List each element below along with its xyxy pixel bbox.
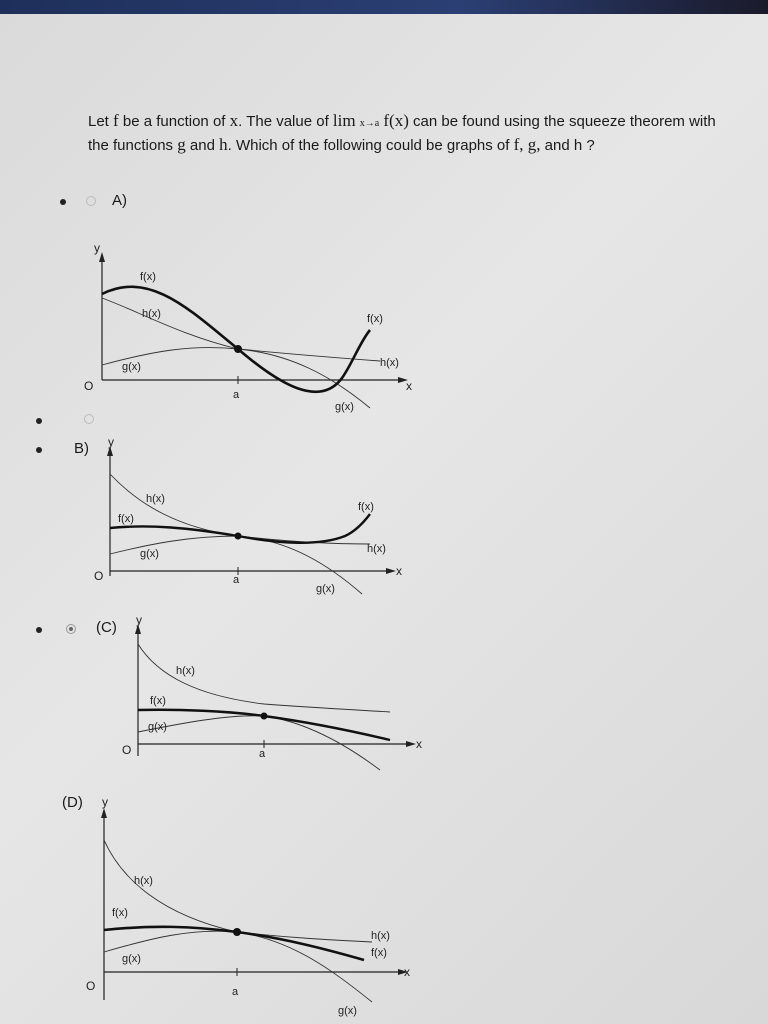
graph-a-g-label-1: g(x) <box>122 361 141 373</box>
graph-d-f-label-2: f(x) <box>371 947 387 959</box>
question-and-h: and h ? <box>544 137 595 154</box>
option-a-radio[interactable] <box>86 196 96 206</box>
question-text <box>88 110 728 156</box>
option-a-label[interactable]: A) <box>112 192 127 209</box>
option-a-bullet <box>60 199 66 205</box>
graph-b-point <box>235 533 242 540</box>
option-c-radio[interactable] <box>66 624 76 634</box>
graph-d-y-arrow <box>101 808 107 818</box>
option-c-label[interactable]: (C) <box>96 619 117 636</box>
graph-b-h-label-2: h(x) <box>367 543 386 555</box>
option-c-bullet <box>36 627 42 633</box>
graph-a <box>80 240 420 430</box>
graph-c-h-label: h(x) <box>176 665 195 677</box>
graph-c-x-label: x <box>416 737 422 751</box>
graph-a-origin-label: O <box>84 379 94 393</box>
graph-a-h-label-2: h(x) <box>380 357 399 369</box>
graph-a-f-curve <box>102 287 370 392</box>
graph-c-g-label: g(x) <box>148 721 167 733</box>
graph-d <box>82 790 422 1020</box>
graph-c-y-label: y <box>136 613 142 627</box>
question-and: and <box>189 137 215 154</box>
lim-symbol: lim <box>332 111 356 130</box>
var-f-2: f, <box>513 135 524 154</box>
graph-d-a-label: a <box>232 986 239 998</box>
graph-c-x-arrow <box>406 741 416 747</box>
graph-c-g-curve <box>138 716 380 770</box>
top-bar <box>0 0 768 14</box>
graph-d-y-label: y <box>102 795 108 809</box>
graph-d-point <box>233 928 241 936</box>
graph-d-g-label-1: g(x) <box>122 953 141 965</box>
graph-a-f-label-2: f(x) <box>367 313 383 325</box>
graph-a-h-label-1: h(x) <box>142 308 161 320</box>
graph-b-a-label: a <box>233 574 240 586</box>
graph-d-f-label-1: f(x) <box>112 907 128 919</box>
graph-c-a-label: a <box>259 748 266 760</box>
empty-radio[interactable] <box>84 414 94 424</box>
graph-d-g-label-2: g(x) <box>338 1005 357 1017</box>
var-x: x <box>229 111 239 130</box>
graph-a-a-label: a <box>233 389 240 401</box>
graph-d-origin-label: O <box>86 979 96 993</box>
graph-c-f-label: f(x) <box>150 695 166 707</box>
graph-a-y-label: y <box>94 241 100 255</box>
graph-b-g-label-2: g(x) <box>316 583 335 595</box>
graph-a-point <box>234 345 242 353</box>
graph-b <box>90 436 420 606</box>
option-b-label[interactable]: B) <box>74 440 89 457</box>
graph-d-h-label-1: h(x) <box>134 875 153 887</box>
graph-b-g-label-1: g(x) <box>140 548 159 560</box>
question-rest-2: . Which of the following could be graphs of <box>227 137 510 154</box>
option-b-bullet <box>36 447 42 453</box>
lim-subscript: x→a <box>359 118 380 129</box>
graph-c <box>118 613 438 776</box>
graph-c-origin-label: O <box>122 743 132 757</box>
empty-bullet <box>36 418 42 424</box>
option-d-label[interactable]: (D) <box>62 794 83 811</box>
graph-b-y-label: y <box>108 435 114 449</box>
graph-b-x-label: x <box>396 564 402 578</box>
var-h: h <box>219 135 228 154</box>
graph-d-h-label-2: h(x) <box>371 930 390 942</box>
question-be-fn: be a function of <box>122 113 226 130</box>
graph-a-f-label-1: f(x) <box>140 271 156 283</box>
question-rest-1: can be found using the squeeze theorem with the functions <box>88 113 716 154</box>
var-g: g <box>177 135 186 154</box>
graph-b-origin-label: O <box>94 569 104 583</box>
graph-c-h-curve <box>138 644 390 712</box>
var-f: f <box>113 111 119 130</box>
fx-expression: f(x) <box>383 111 409 130</box>
question-intro: Let <box>88 113 109 130</box>
graph-c-point <box>261 713 268 720</box>
graph-a-g-label-2: g(x) <box>335 401 354 413</box>
var-g-2: g, <box>527 135 541 154</box>
graph-b-f-label-1: f(x) <box>118 513 134 525</box>
question-value-of: . The value of <box>238 113 329 130</box>
graph-d-x-label: x <box>404 965 410 979</box>
graph-b-h-label-1: h(x) <box>146 493 165 505</box>
graph-b-f-label-2: f(x) <box>358 501 374 513</box>
graph-b-x-arrow <box>386 568 396 574</box>
graph-a-x-label: x <box>406 379 412 393</box>
